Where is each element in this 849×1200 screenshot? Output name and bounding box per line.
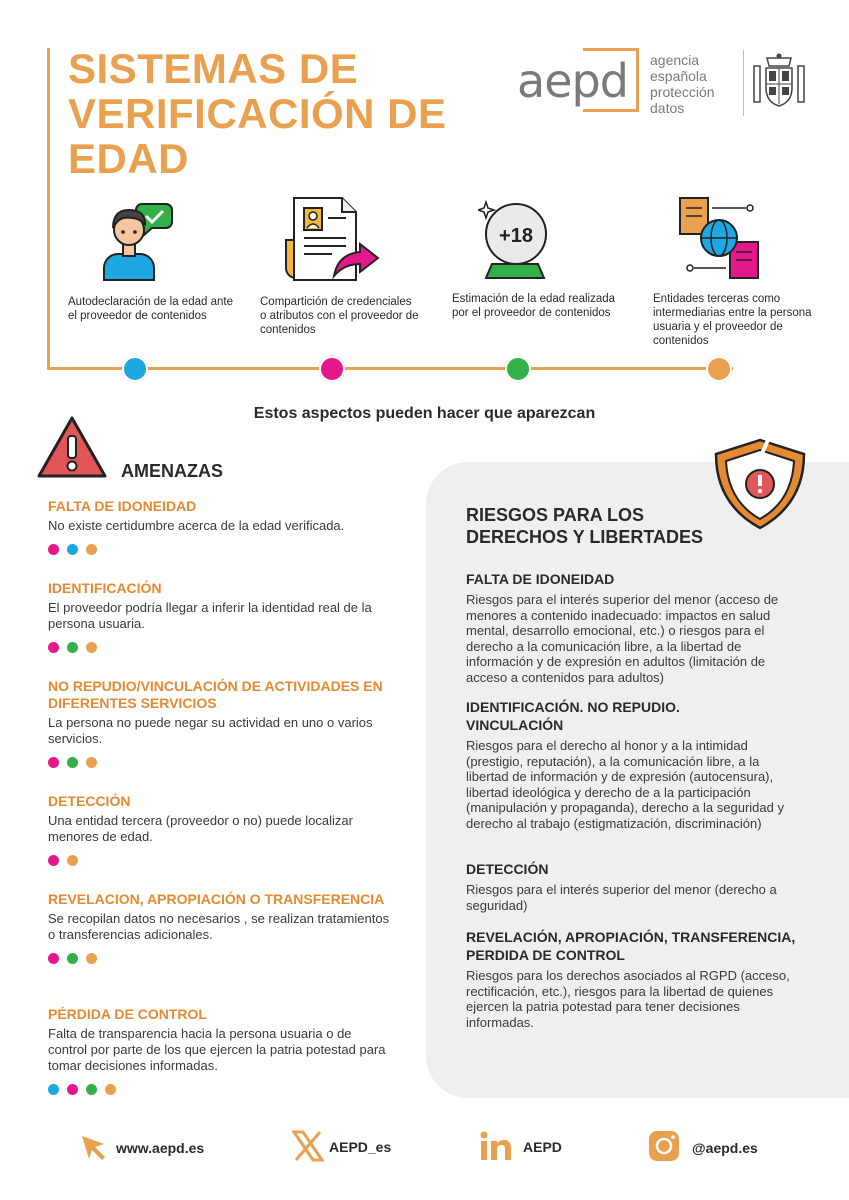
threat-dots bbox=[48, 953, 393, 964]
threat-item bbox=[48, 891, 393, 964]
threat-body: No existe certidumbre acerca de la edad verificada. bbox=[48, 518, 345, 533]
risk-body: Riesgos para el derecho al honor y a la intimidad (prestigio, reputación), a la comunicación libre, a la libertad de información y de expresión (autocensura), libertad ideológica y derecho de a la participación (manipulación y propaganda), derecho a la seguridad y derecho al trabajo (estigmatización, discriminación) bbox=[466, 738, 784, 831]
risk-body: Riesgos para el interés superior del menor (derecho a seguridad) bbox=[466, 882, 777, 913]
threat-body: Se recopilan datos no necesarios , se realizan tratamientos o transferencias adicionales. bbox=[48, 911, 390, 942]
timeline-dot-4 bbox=[706, 356, 732, 382]
instagram-icon bbox=[648, 1130, 680, 1162]
threat-item bbox=[48, 580, 393, 653]
x-handle-link[interactable]: AEPD_es bbox=[329, 1139, 392, 1155]
threat-body: La persona no puede negar su actividad en uno o varios servicios. bbox=[48, 715, 373, 746]
step-credentials: Compartición de credenciales o atributos con el proveedor de contenidos bbox=[260, 296, 419, 336]
logo-separator bbox=[743, 50, 744, 116]
threat-heading: PÉRDIDA DE CONTROL bbox=[48, 1006, 207, 1022]
threat-dots bbox=[48, 642, 393, 653]
threat-heading: IDENTIFICACIÓN bbox=[48, 580, 162, 596]
timeline-dot-3 bbox=[505, 356, 531, 382]
risk-heading: FALTA DE IDONEIDAD bbox=[466, 571, 615, 587]
step-self-declaration: Autodeclaración de la edad ante el proveedor de contenidos bbox=[68, 296, 233, 322]
threats-title: AMENAZAS bbox=[121, 461, 223, 481]
user-check-icon bbox=[96, 196, 174, 282]
threat-dots bbox=[48, 757, 393, 768]
threat-heading: FALTA DE IDONEIDAD bbox=[48, 498, 197, 514]
threat-item bbox=[48, 793, 393, 866]
risk-heading: IDENTIFICACIÓN. NO REPUDIO. VINCULACIÓN bbox=[466, 699, 680, 733]
age-label: +18 bbox=[499, 225, 533, 247]
threat-heading: DETECCIÓN bbox=[48, 793, 131, 809]
risk-heading: REVELACIÓN, APROPIACIÓN, TRANSFERENCIA, PERDIDA DE CONTROL bbox=[466, 929, 796, 963]
threat-item bbox=[48, 678, 393, 768]
website-link[interactable]: www.aepd.es bbox=[116, 1140, 205, 1156]
step-estimation: Estimación de la edad realizada por el proveedor de contenidos bbox=[452, 293, 616, 319]
threat-dots bbox=[48, 855, 393, 866]
linkedin-icon bbox=[480, 1131, 512, 1161]
risk-item bbox=[466, 928, 796, 1030]
risk-item bbox=[466, 570, 806, 685]
risk-heading: DETECCIÓN bbox=[466, 861, 549, 877]
threat-dots bbox=[48, 544, 393, 555]
x-icon bbox=[292, 1130, 324, 1162]
timeline-dot-2 bbox=[319, 356, 345, 382]
third-party-exchange-icon bbox=[676, 194, 762, 284]
threat-body: Falta de transparencia hacia la persona usuaria o de control por parte de los que ejercen la patria potestad para tomar decisiones informadas. bbox=[48, 1026, 386, 1073]
instagram-link[interactable]: @aepd.es bbox=[692, 1140, 758, 1156]
credentials-document-icon bbox=[282, 196, 382, 282]
threat-body: El proveedor podría llegar a inferir la identidad real de la persona usuaria. bbox=[48, 600, 372, 631]
threat-item bbox=[48, 498, 393, 555]
timeline-line bbox=[47, 367, 733, 370]
timeline-dot-1 bbox=[122, 356, 148, 382]
risk-body: Riesgos para los derechos asociados al RGPD (acceso, rectificación, etc.), riesgos para la libertad de quienes ejercen la patria potestad para tener decisiones informadas. bbox=[466, 968, 790, 1030]
header-frame-left bbox=[47, 48, 50, 370]
risk-item bbox=[466, 860, 806, 913]
step-third-parties: Entidades terceras como intermediarias entre la persona usuaria y el proveedor de contenidos bbox=[653, 293, 812, 347]
warning-icon bbox=[36, 414, 108, 480]
age-estimation-icon bbox=[478, 196, 552, 282]
linkedin-link[interactable]: AEPD bbox=[523, 1139, 562, 1155]
threat-heading: NO REPUDIO/VINCULACIÓN DE ACTIVIDADES EN DIFERENTES SERVICIOS bbox=[48, 678, 383, 711]
threat-dots bbox=[48, 1084, 393, 1095]
cursor-icon bbox=[80, 1134, 108, 1162]
threat-body: Una entidad tercera (proveedor o no) puede localizar menores de edad. bbox=[48, 813, 353, 844]
risk-body: Riesgos para el interés superior del menor (acceso de menores a contenido inadecuado: impactos en salud mental, desarrollo emocional, etc.) o riesgos para el derecho a la comunicación libre, a la libertad de información y de expresión en adultos (limitación de acceso a contenidos para adultos) bbox=[466, 592, 779, 685]
logo-subtitle: agencia española protección datos bbox=[650, 52, 715, 116]
coat-of-arms-icon bbox=[752, 52, 806, 112]
risk-item bbox=[466, 698, 784, 831]
risks-title: RIESGOS PARA LOS DERECHOS Y LIBERTADES bbox=[466, 505, 704, 547]
section-subheading: Estos aspectos pueden hacer que aparezcan bbox=[253, 405, 596, 422]
threat-heading: REVELACION, APROPIACIÓN O TRANSFERENCIA bbox=[48, 891, 385, 907]
page-title: SISTEMAS DE VERIFICACIÓN DE EDAD bbox=[68, 45, 447, 182]
logo-wordmark: aepd bbox=[517, 54, 628, 108]
threat-item bbox=[48, 1006, 393, 1095]
